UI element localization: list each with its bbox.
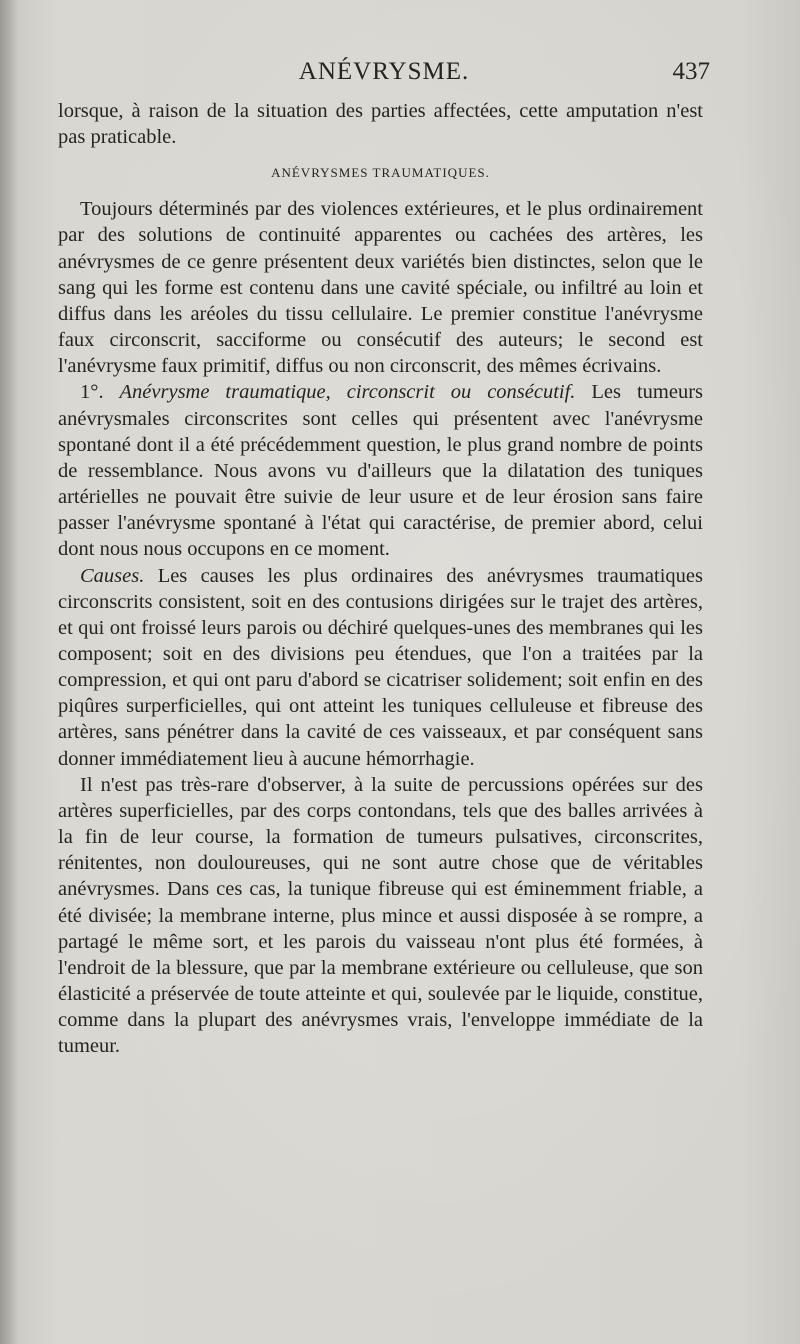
paragraph-2 (58, 379, 703, 562)
paragraph-3-subtitle: Causes. (80, 564, 145, 587)
carryover-paragraph: lorsque, à raison de la situation des parties affectées, cette amputation n'est pas praticable. (58, 100, 703, 149)
paragraph-4: Il n'est pas très-rare d'observer, à la suite de percussions opérées sur des artères superficielles, par des corps contondans, tels que des balles arrivées à la fin de leur course, la formation de tumeurs pulsatives, circonscrites, rénitentes, non douloureuses, qui ne sont autre chose que de véritables anévrysmes. Dans ces cas, la tunique fibreuse qui est éminemment friable, a été divisée; la membrane interne, plus mince et aussi disposée à se rompre, a partagé le même sort, et les parois du vaisseau n'ont plus été formées, à l'endroit de la blessure, que par la membrane extérieure ou celluleuse, que son élasticité a préservée de toute atteinte et qui, soulevée par le liquide, constitue, comme dans la plupart des anévrysmes vrais, l'enveloppe immédiate de la tumeur. (58, 773, 703, 1058)
body-text (58, 98, 703, 1059)
paragraph-1: Toujours déterminés par des violences extérieures, et le plus ordinairement par des solutions de continuité apparentes ou cachées des artères, les anévrysmes de ce genre présentent deux variétés bien distinctes, selon que le sang qui les forme est contenu dans une cavité spéciale, ou infiltré au loin et diffus dans les aréoles du tissu cellulaire. Le premier constitue l'anévrysme faux circonscrit, sacciforme ou consécutif des auteurs; le second est l'anévrysme faux primitif, diffus ou non circonscrit, des mêmes écrivains. (58, 198, 703, 378)
paragraph-2-subtitle: Anévrysme traumatique, circonscrit ou consécutif. (119, 381, 576, 404)
page-header (58, 58, 710, 98)
section-heading: ANÉVRYSMES TRAUMATIQUES. (271, 165, 490, 181)
gutter-shadow (0, 0, 18, 1344)
paragraph-3 (58, 563, 703, 772)
paragraph-2-number: 1°. (80, 381, 120, 404)
paragraph-3-body: Les causes les plus ordinaires des anévrysmes traumatiques circonscrits consistent, soit en des contusions dirigées sur le trajet des artères, et qui ont froissé leurs parois ou déchiré quelques-unes des membranes qui les composent; soit en des divisions peu étendues, que l'on a traitées par la compression, et qui ont paru d'abord se cicatriser solidement; soit enfin en des piqûres surperficielles, qui ont atteint les tuniques celluleuse et fibreuse des artères, sans pénétrer dans la cavité de ces vaisseaux, et par conséquent sans donner immédiatement lieu à aucune hémorrhagie. (58, 564, 703, 770)
paragraph-2-body: Les tumeurs anévrysmales circonscrites sont celles qui présentent avec l'anévrysme spontané dont il a été précédemment question, le plus grand nombre de points de ressemblance. Nous avons vu d'ailleurs que la dilatation des tuniques artérielles ne pouvait être suivie de leur usure et de leur érosion sans faire passer l'anévrysme spontané à l'état qui caractérise, de premier abord, celui dont nous nous occupons en ce moment. (58, 381, 703, 561)
running-head: ANÉVRYSME. (298, 58, 470, 85)
page-number: 437 (672, 58, 710, 85)
